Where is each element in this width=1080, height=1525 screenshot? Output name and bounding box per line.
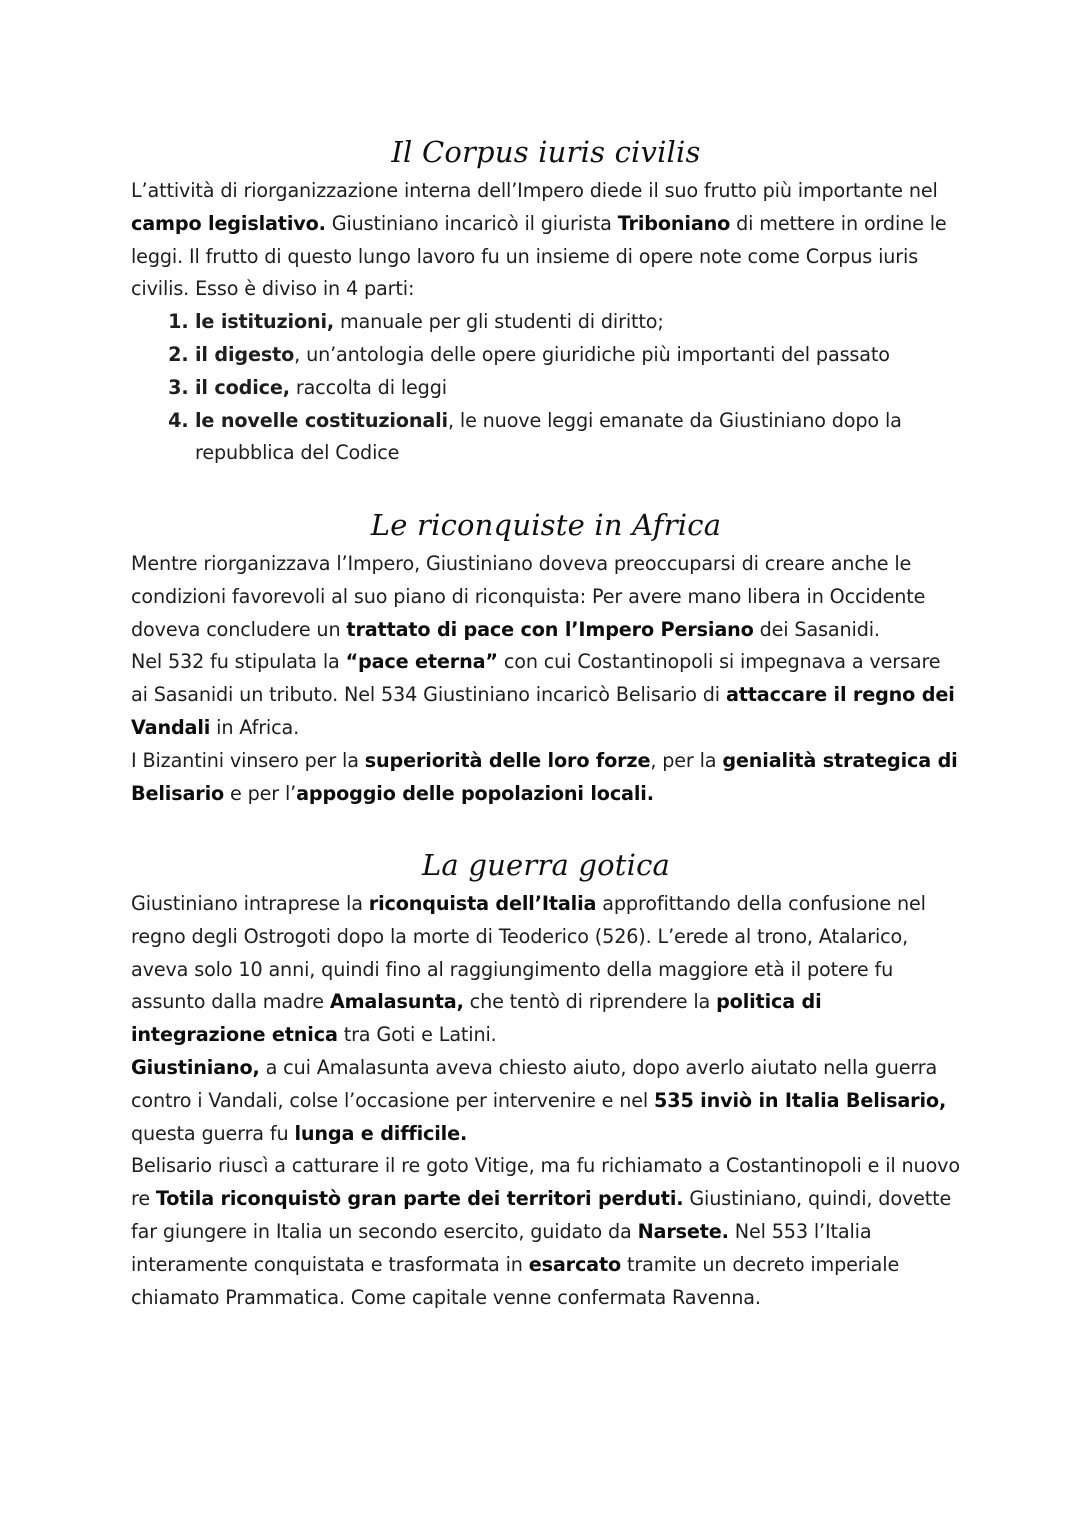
bold-text-run: Amalasunta, <box>329 990 464 1014</box>
text-run: Giustiniano, quindi, dovette far giungere in Italia un secondo esercito, guidato da <box>131 1187 952 1243</box>
text-run: , le nuove leggi emanate da Giustiniano dopo la repubblica del Codice <box>195 408 902 465</box>
text-run: manuale per gli studenti di diritto; <box>334 310 664 334</box>
text-run: in Africa. <box>210 715 300 739</box>
bold-text-run: le novelle costituzionali <box>195 408 448 432</box>
paragraph <box>131 1150 961 1314</box>
paragraph <box>131 548 961 646</box>
paragraph <box>131 1052 961 1150</box>
paragraph <box>131 646 961 744</box>
bold-text-run: campo legislativo. <box>131 211 326 235</box>
text-run: di mettere in ordine le leggi. Il frutto di questo lungo lavoro fu un insieme di opere note come Corpus iuris civilis. Esso è diviso in 4 parti: <box>131 211 947 301</box>
text-run: raccolta di leggi <box>289 375 447 399</box>
bold-text-run: Triboniano <box>617 211 731 235</box>
text-run: e per l’ <box>224 781 297 805</box>
bold-text-run: Narsete. <box>637 1219 729 1243</box>
bold-text-run: politica di integrazione etnica <box>131 990 822 1047</box>
text-run: Mentre riorganizzava l’Impero, Giustiniano doveva preoccuparsi di creare anche le condizioni favorevoli al suo piano di riconquista: Per avere mano libera in Occidente doveva concludere un <box>131 552 926 641</box>
list-item <box>195 405 961 471</box>
text-run: approfittando della confusione nel regno degli Ostrogoti dopo la morte di Teoderico (526). L’erede al trono, Atalarico, aveva solo 10 anni, quindi fino al raggiungimento della maggiore età il potere fu assunto dalla madre <box>131 892 926 1014</box>
bold-text-run: superiorità delle loro forze <box>364 748 651 772</box>
list-item <box>195 372 961 405</box>
section-title: Il Corpus iuris civilis <box>391 135 701 169</box>
text-run: Giustiniano incaricò il giurista <box>325 211 618 235</box>
bold-text-run: Giustiniano, <box>131 1055 260 1079</box>
text-run: I Bizantini vinsero per la <box>131 748 365 772</box>
text-run: con cui Costantinopoli si impegnava a versare ai Sasanidi un tributo. Nel 534 Giustiniano incaricò Belisario di <box>131 650 941 707</box>
text-run: Nel 553 l’Italia interamente conquistata e trasformata in <box>131 1219 872 1276</box>
text-run: , un’antologia delle opere giuridiche più importanti del passato <box>294 342 890 366</box>
text-run: Belisario riuscì a catturare il re goto Vitige, ma fu richiamato a Costantinopoli e il nuovo re <box>131 1154 960 1211</box>
text-run: che tentò di riprendere la <box>463 990 717 1014</box>
text-run: a cui Amalasunta aveva chiesto aiuto, dopo averlo aiutato nella guerra contro i Vandali, colse l’occasione per intervenire e nel <box>131 1055 938 1112</box>
section-corpus-iuris-civilis <box>131 132 961 470</box>
text-run: questa guerra fu <box>131 1121 295 1145</box>
paragraph <box>131 745 961 811</box>
text-run: Giustiniano intraprese la <box>131 892 369 915</box>
bold-text-run: il digesto <box>195 342 295 366</box>
bold-text-run: lunga e difficile. <box>294 1121 468 1145</box>
paragraph <box>131 175 961 306</box>
bold-text-run: Totila riconquistò gran parte dei territori perduti. <box>155 1187 684 1211</box>
text-run: , per la <box>650 748 723 772</box>
bold-text-run: trattato di pace con l’Impero Persiano <box>346 617 754 641</box>
list-item <box>195 339 961 372</box>
text-run: tra Goti e Latini. <box>337 1023 497 1047</box>
bold-text-run: attaccare il regno dei Vandali <box>131 683 955 739</box>
paragraph <box>131 888 961 1052</box>
list-item <box>195 306 961 339</box>
section-title: La guerra gotica <box>421 848 671 882</box>
bold-text-run: le istituzioni, <box>195 310 335 334</box>
parts-list <box>131 306 961 470</box>
bold-text-run: esarcato <box>528 1252 622 1276</box>
section-riconquiste-africa <box>131 505 961 810</box>
bold-text-run: il codice, <box>195 375 290 399</box>
bold-text-run: 535 inviò in Italia Belisario, <box>654 1088 947 1112</box>
bold-text-run: appoggio delle popolazioni locali. <box>296 781 654 805</box>
text-run: L’attività di riorganizzazione interna dell’Impero diede il suo frutto più importante nel <box>131 179 938 202</box>
section-title: Le riconquiste in Africa <box>370 508 722 542</box>
bold-text-run: “pace eterna” <box>345 650 498 674</box>
section-guerra-gotica <box>131 845 961 1314</box>
text-run: tramite un decreto imperiale chiamato Prammatica. Come capitale venne confermata Ravenna. <box>131 1252 900 1309</box>
bold-text-run: genialità strategica di Belisario <box>131 748 958 805</box>
text-run: Nel 532 fu stipulata la <box>131 650 346 674</box>
text-run: dei Sasanidi. <box>753 617 880 641</box>
bold-text-run: riconquista dell’Italia <box>368 892 597 915</box>
